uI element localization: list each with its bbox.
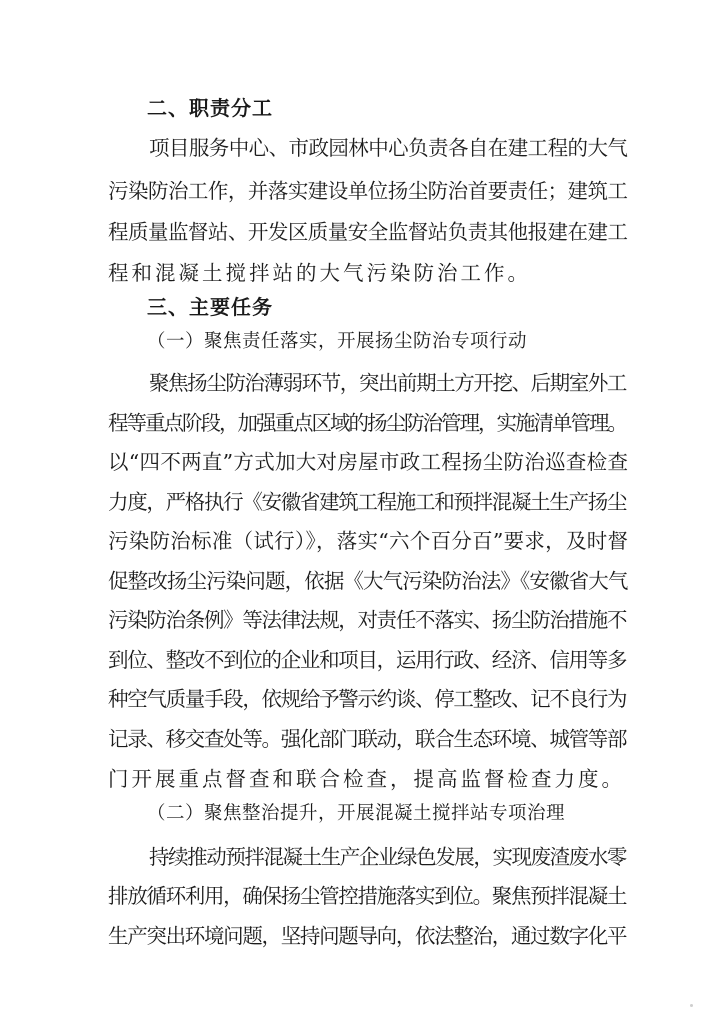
paragraph-line: 到位、整改不到位的企业和项目，运用行政、经济、信用等多 — [108, 648, 627, 672]
paragraph-line: 力度，严格执行《安徽省建筑工程施工和预拌混凝土生产扬尘 — [108, 490, 627, 514]
paragraph-line: 持续推动预拌混凝土生产企业绿色发展，实现废渣废水零 — [149, 845, 626, 869]
paragraph-line: 生产突出环境问题，坚持问题导向，依法整治，通过数字化平 — [108, 924, 627, 948]
paragraph-line: 程等重点阶段，加强重点区域的扬尘防治管理，实施清单管理。 — [108, 411, 626, 435]
paragraph-line: 程和混凝土搅拌站的大气污染防治工作。 — [108, 261, 531, 285]
scan-speck — [690, 1004, 693, 1007]
paragraph-line: 污染防治条例》等法律法规，对责任不落实、扬尘防治措施不 — [108, 608, 627, 632]
paragraph-line: 种空气质量手段，依规给予警示约谈、停工整改、记不良行为 — [108, 687, 627, 711]
paragraph-line: 门开展重点督查和联合检查，提高监督检查力度。 — [108, 767, 625, 791]
paragraph-line: 污染防治工作，并落实建设单位扬尘防治首要责任；建筑工 — [108, 179, 628, 203]
subsection-title-concrete-plant: （二）聚焦整治提升，开展混凝土搅拌站专项治理 — [147, 803, 566, 824]
paragraph-line: 污染防治标准（试行）》，落实“六个百分百”要求，及时督 — [108, 529, 629, 553]
section-heading-duties: 二、职责分工 — [147, 96, 273, 120]
paragraph-line: 聚焦扬尘防治薄弱环节，突出前期土方开挖、后期室外工 — [149, 371, 626, 395]
paragraph-line: 排放循环利用，确保扬尘管控措施落实到位。聚焦预拌混凝土 — [108, 884, 627, 908]
paragraph-line: 项目服务中心、市政园林中心负责各自在建工程的大气 — [149, 136, 628, 160]
section-heading-tasks: 三、主要任务 — [147, 295, 273, 319]
paragraph-line: 记录、移交查处等。强化部门联动，联合生态环境、城管等部 — [108, 727, 627, 751]
paragraph-line: 程质量监督站、开发区质量安全监督站负责其他报建在建工 — [108, 220, 628, 244]
subsection-title-dust-control: （一）聚焦责任落实，开展扬尘防治专项行动 — [147, 331, 528, 352]
paragraph-line: 促整改扬尘污染问题，依据《大气污染防治法》《安徽省大气 — [108, 569, 628, 593]
paragraph-line: 以“四不两直”方式加大对房屋市政工程扬尘防治巡查检查 — [108, 450, 629, 474]
